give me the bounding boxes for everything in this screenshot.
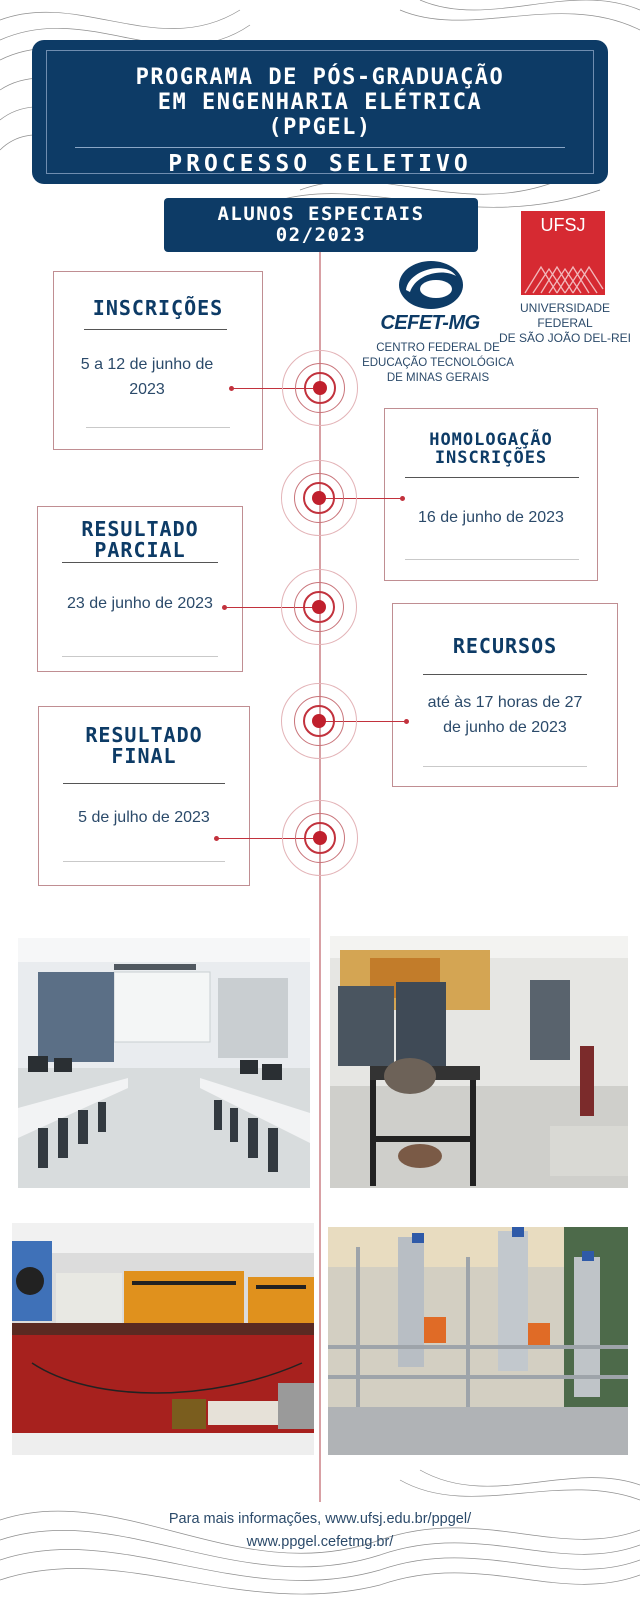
card-date: 16 de junho de 2023 xyxy=(418,509,564,526)
connector-dot xyxy=(404,719,409,724)
card-title: HOMOLOGAÇÃO INSCRIÇÕES xyxy=(429,430,553,468)
card-date: 5 de julho de 2023 xyxy=(78,809,210,826)
card-title: RESULTADO FINAL xyxy=(85,723,203,768)
card-footer-line xyxy=(405,559,579,560)
cefet-wordmark: CEFET-MG xyxy=(380,312,480,334)
timeline-marker xyxy=(282,350,358,426)
card-footer-line xyxy=(86,427,230,428)
timeline-marker xyxy=(281,460,357,536)
card-divider xyxy=(423,674,587,675)
card-inscricoes xyxy=(53,271,263,450)
header-divider xyxy=(75,147,565,148)
connector-dot xyxy=(400,496,405,501)
card-resultado-final xyxy=(38,706,250,886)
card-title: RESULTADO PARCIAL xyxy=(81,517,199,562)
photo-machines-lab xyxy=(330,936,628,1188)
card-divider xyxy=(405,477,579,478)
card-recursos xyxy=(392,603,618,787)
timeline-marker xyxy=(281,569,357,645)
card-footer-line xyxy=(63,861,225,862)
timeline-line xyxy=(319,252,321,1502)
process-subtitle: PROCESSO SELETIVO xyxy=(168,151,472,177)
timeline-marker xyxy=(282,800,358,876)
card-divider xyxy=(62,562,218,563)
card-divider xyxy=(63,783,225,784)
cefet-swoosh-icon xyxy=(396,258,466,312)
timeline-marker xyxy=(281,683,357,759)
cefet-caption: CENTRO FEDERAL DE EDUCAÇÃO TECNOLÓGICA DE MINAS GERAIS xyxy=(362,342,514,384)
ufsj-logo-text: UFSJ xyxy=(540,215,586,235)
card-date: até às 17 horas de 27 de junho de 2023 xyxy=(427,694,583,736)
card-homologacao xyxy=(384,408,598,581)
connector-dot xyxy=(214,836,219,841)
connector-dot xyxy=(222,605,227,610)
ufsj-logo-mark-icon xyxy=(521,239,605,295)
photo-computer-lab xyxy=(18,938,310,1188)
header-banner xyxy=(32,40,608,184)
card-footer-line xyxy=(62,656,218,657)
photo-process-plant xyxy=(328,1227,628,1455)
card-resultado-parcial xyxy=(37,506,243,672)
connector-dot xyxy=(229,386,234,391)
footer-info: Para mais informações, www.ufsj.edu.br/ppgel/ www.ppgel.cefetmg.br/ xyxy=(168,1511,472,1550)
card-divider xyxy=(84,329,227,330)
alunos-especiais-badge: ALUNOS ESPECIAIS 02/2023 xyxy=(164,198,478,252)
header-frame xyxy=(46,50,594,177)
program-title: PROGRAMA DE PÓS-GRADUAÇÃO EM ENGENHARIA ELÉTRICA (PPGEL) xyxy=(135,65,505,140)
ufsj-caption: UNIVERSIDADE FEDERAL DE SÃO JOÃO DEL-REI xyxy=(498,301,632,345)
ufsj-logo xyxy=(521,211,605,295)
card-title: INSCRIÇÕES xyxy=(92,296,224,320)
card-title: RECURSOS xyxy=(452,634,558,658)
card-date: 5 a 12 de junho de 2023 xyxy=(80,356,214,398)
card-footer-line xyxy=(423,766,587,767)
photo-power-bench xyxy=(12,1223,314,1455)
card-date: 23 de junho de 2023 xyxy=(67,595,213,612)
